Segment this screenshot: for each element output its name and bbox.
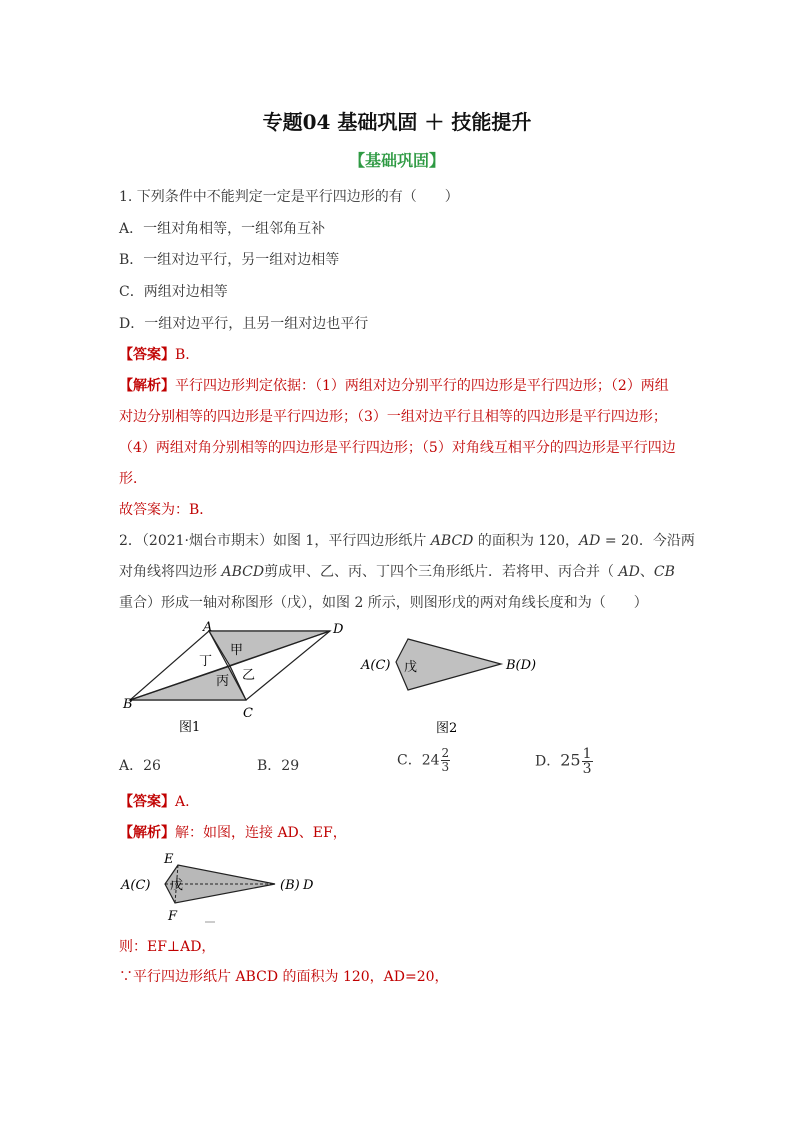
- q2-analysis-tag: 【解析】: [119, 825, 175, 841]
- figure-2: [356, 626, 556, 742]
- q1-conclusion: 故答案为：B．: [119, 502, 214, 518]
- q1-analysis-line-4: 形．: [119, 471, 147, 487]
- q2-stem-line-3: 重合）形成一轴对称图形（戊），如图 2 所示，则图形戊的两对角线长度和为（ ）: [119, 595, 648, 611]
- q2-answer-value: A.: [175, 794, 190, 810]
- fig1-label-d: D: [333, 622, 344, 637]
- q2-option-a: A．26: [119, 758, 161, 774]
- fig2-label-left: A(C): [361, 658, 391, 673]
- q2-option-b: B．29: [257, 758, 300, 774]
- fig3-label-right: (B): [280, 878, 300, 893]
- fig1-label-jia: 甲: [230, 643, 244, 658]
- q2-stem-line-2: 对角线将四边形 ABCD剪成甲、乙、丙、丁四个三角形纸片．若将甲、丙合并（ AD、CB: [119, 564, 675, 580]
- fig2-caption: 图2: [436, 721, 458, 736]
- q1-option-a: A．一组对角相等，一组邻角互补: [119, 221, 326, 237]
- fig1-label-ding: 丁: [199, 654, 213, 669]
- q1-stem: 1. 下列条件中不能判定一定是平行四边形的有（ ）: [119, 189, 459, 205]
- q1-analysis-tag: 【解析】: [119, 378, 175, 394]
- q1-answer-value: B.: [175, 347, 190, 363]
- fig1-label-a: A: [203, 620, 213, 635]
- figure-3: [115, 846, 325, 926]
- q1-answer: [119, 344, 190, 364]
- fig3-label-d: D: [303, 878, 314, 893]
- q2-analysis: 【解析】解：如图，连接 AD、EF，: [119, 825, 347, 841]
- q2-then: 则：EF⊥AD，: [119, 939, 216, 955]
- q2-answer-tag: 【答案】: [119, 794, 175, 810]
- fig1-caption: 图1: [179, 720, 201, 735]
- page-title: 专题04 基础巩固 ＋ 技能提升: [262, 110, 532, 134]
- fig3-label-e: E: [164, 852, 174, 867]
- figure-1: [115, 618, 355, 736]
- q2-because: ∵平行四边形纸片 ABCD 的面积为 120，AD=20，: [119, 969, 449, 985]
- fig2-label-wu: 戊: [404, 660, 418, 675]
- q2-answer: [119, 791, 190, 811]
- q1-answer-tag: 【答案】: [119, 347, 175, 363]
- fig1-label-yi: 乙: [242, 668, 256, 683]
- fig3-label-left: A(C): [121, 878, 151, 893]
- fig3-label-f: F: [168, 909, 178, 924]
- fig3-label-wu: 戊: [170, 878, 184, 893]
- fig1-label-b: B: [123, 697, 133, 712]
- section-heading: 【基础巩固】: [348, 151, 445, 170]
- fig1-label-bing: 丙: [216, 674, 230, 689]
- q1-option-b: B．一组对边平行，另一组对边相等: [119, 252, 340, 268]
- fig2-label-right: B(D): [506, 658, 537, 673]
- q2-option-d: D．25 $\frac{1}{3}$: [535, 746, 592, 777]
- q1-option-c: C．两组对边相等: [119, 284, 228, 300]
- q2-stem-line-1: 2．（2021·烟台市期末）如图 1，平行四边形纸片 ABCD 的面积为 120，AD = 20．今沿两: [119, 533, 695, 549]
- q2-option-c: C．24 $\frac{2}{3}$: [397, 746, 450, 774]
- q1-option-d: D．一组对边平行，且另一组对边也平行: [119, 316, 369, 332]
- q1-analysis-line-3: （4）两组对角分别相等的四边形是平行四边形；（5）对角线互相平分的四边形是平行四边: [119, 440, 676, 456]
- q1-analysis-line-2: 对边分别相等的四边形是平行四边形；（3）一组对边平行且相等的四边形是平行四边形；: [119, 409, 667, 425]
- fig1-label-c: C: [243, 706, 253, 721]
- q1-analysis-line-1: 【解析】平行四边形判定依据：（1）两组对边分别平行的四边形是平行四边形；（2）两组: [119, 378, 669, 394]
